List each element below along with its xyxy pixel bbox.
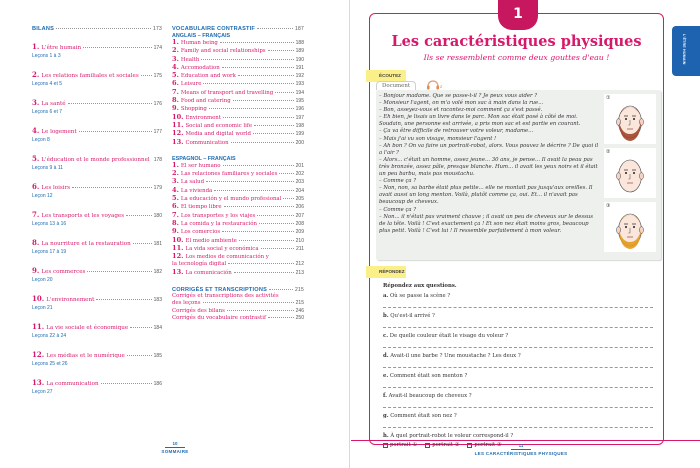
toc-entry[interactable]: 1. L'être humain 174 Leçons 1 à 3 <box>32 42 162 59</box>
lesson-range: Leçons 9 à 11 <box>32 165 64 171</box>
question-item: e. Comment était son menton ? <box>383 373 468 379</box>
toc-entry[interactable]: 9. Les commerces 182 Leçon 20 <box>32 266 162 283</box>
document-tab[interactable]: Document <box>376 81 416 90</box>
dialogue-line: – Comme ça ? <box>379 178 417 185</box>
portrait-robot-1: ① <box>604 94 656 144</box>
dialogue-line: – Bonjour madame. Que se passe-t-il ? Je peux vous aider ? <box>379 93 538 99</box>
portrait-choice-3[interactable]: portrait ③ <box>467 442 501 448</box>
lesson-range: Leçon 20 <box>32 277 53 283</box>
lesson-range: Leçons 4 et 5 <box>32 81 63 87</box>
toc-entry[interactable]: 11. La vie sociale et économique 184 Leçons 22 à 24 <box>32 322 162 339</box>
answer-field[interactable] <box>383 379 653 388</box>
checkbox[interactable] <box>383 443 388 448</box>
lesson-subtitle: Ils se ressemblent comme deux gouttes d'eau ! <box>423 53 610 62</box>
english-vocab-list <box>172 39 304 147</box>
answer-field[interactable] <box>383 299 653 308</box>
lesson-range: Leçons 17 à 19 <box>32 249 67 255</box>
vocab-entry[interactable]: 5. La educación y el mundo profesional 205 <box>172 194 304 203</box>
vocab-entry[interactable]: 9. Los comercios 209 <box>172 227 304 236</box>
vocab-entry[interactable]: 12. Los medios de comunicación y la tecnología digital 212 <box>172 252 304 268</box>
toc-entry[interactable]: 7. Les transports et les voyages 180 Leçons 13 à 16 <box>32 210 162 227</box>
lesson-range: Leçon 8 <box>32 137 50 143</box>
lesson-range: Leçons 13 à 16 <box>32 221 67 227</box>
toc-entry[interactable]: 8. La nourriture et la restauration 181 Leçons 17 à 19 <box>32 238 162 255</box>
vocab-entry[interactable]: 8. Food and catering 195 <box>172 96 304 105</box>
ecoutez-tag: ÉCOUTEZ <box>366 70 406 82</box>
corriges-entry[interactable]: Corrigés et transcriptions des activités <box>172 293 279 300</box>
dialogue-line: – Comme ça ? <box>379 206 417 213</box>
bilans-list <box>32 42 162 395</box>
vocab-entry[interactable]: 13. La comunicación 213 <box>172 267 304 276</box>
dialogue-line: – Alors... c'était un homme, assez jeune... 30 ans, je pense... Il avait la peau pas très bronzée, assez pâle, presque blanche. Hum... il avait les yeux noirs et il était un peu barbu, mais pas moustachu. <box>379 156 598 178</box>
lesson-range: Leçons 1 à 3 <box>32 53 61 59</box>
questions-intro: Répondez aux questions. <box>383 283 457 289</box>
answer-field[interactable] <box>383 419 653 428</box>
toc-heading-corriges[interactable]: CORRIGÉS ET TRANSCRIPTIONS 215 <box>172 287 304 294</box>
vocab-entry[interactable]: 9. Shopping 196 <box>172 104 304 113</box>
answer-field[interactable] <box>383 359 653 368</box>
subheading-spanish: ESPAGNOL – FRANÇAIS <box>172 155 236 162</box>
page-number: 11 <box>518 443 524 448</box>
dialogue-line: – Monsieur l'agent, on m'a volé mon sac à main dans la rue... <box>379 100 544 107</box>
vocab-entry[interactable]: 12. Media and digital world 199 <box>172 129 304 138</box>
toc-entry[interactable]: 6. Les loisirs 179 Leçon 12 <box>32 182 162 199</box>
transcript-box <box>376 90 661 260</box>
question-item: f. Avait-il beaucoup de cheveux ? <box>383 393 472 399</box>
page-number: 10 <box>172 441 178 446</box>
vocab-entry[interactable]: 8. La comida y la restauración 208 <box>172 218 304 227</box>
dialogue-line: – Non, non, sa barbe était plus petite... elle ne montait pas jusqu'aux oreilles. Il avait aussi un long menton. Voilà, plutôt comme ça, oui. Et... il n'avait pas beaucoup de cheveux. <box>379 185 593 206</box>
question-item: b. Qu'est-il arrivé ? <box>383 313 435 319</box>
corriges-entry[interactable]: Corrigés du vocabulaire contrastif 250 <box>172 314 304 321</box>
vocab-entry[interactable]: 2. Family and social relationships 189 <box>172 46 304 55</box>
toc-entry[interactable]: 13. La communication 186 Leçon 27 <box>32 378 162 395</box>
page-footer-left <box>140 441 210 454</box>
toc-column-vocab <box>172 26 304 322</box>
repondez-tag: RÉPONDEZ <box>366 266 406 278</box>
track-number: 2 <box>440 84 443 89</box>
question-item: h. À quel portrait-robot le voleur correspond-il ? <box>383 433 514 439</box>
vocab-entry[interactable]: 10. El medio ambiente 210 <box>172 235 304 244</box>
lesson-range: Leçons 6 et 7 <box>32 109 63 115</box>
vocab-entry[interactable]: 5. Education and work 192 <box>172 71 304 80</box>
lesson-title: Les caractéristiques physiques <box>391 33 642 50</box>
toc-entry[interactable]: 10. L'environnement 183 Leçon 21 <box>32 294 162 311</box>
corriges-list: Corrigés et transcriptions des activités des leçons 215 Corrigés des bilans 246 Corrigés du vocabulaire contrastif 250 <box>172 293 304 321</box>
checkbox[interactable] <box>425 443 430 448</box>
footer-label: SOMMAIRE <box>161 448 189 454</box>
dialogue-line: – Bon, asseyez-vous et racontez-moi comment ça s'est passé. <box>379 107 543 114</box>
vocab-entry[interactable]: 13. Communication 200 <box>172 137 304 146</box>
question-item: a. Où se passe la scène ? <box>383 293 451 299</box>
vocab-entry[interactable]: 6. Leisure 193 <box>172 79 304 88</box>
portrait-robots <box>604 94 656 256</box>
vocab-entry[interactable]: 4. La vivienda 204 <box>172 185 304 194</box>
vocab-entry[interactable]: 3. Health 190 <box>172 54 304 63</box>
portrait-robot-2: ② <box>604 148 656 198</box>
dialogue-line: – Non... il n'était pas vraiment chauve ; il avait un peu de cheveux sur le dessus de la tête. Voilà ! C'est exactement ça ! Et son nez était moins gros, beaucoup plus petit. Voilà ! C'est lui ! Il ressemble parfaitement à mon voleur. <box>379 213 593 234</box>
portrait-choice-2[interactable]: portrait ② <box>425 442 459 448</box>
footer-label: LES CARACTÉRISTIQUES PHYSIQUES <box>474 450 568 456</box>
vocab-entry[interactable]: 10. Environment 197 <box>172 112 304 121</box>
toc-entry[interactable]: 12. Les médias et le numérique 185 Leçons 25 et 26 <box>32 350 162 367</box>
dialogue-transcript <box>379 93 599 235</box>
vocab-entry[interactable]: 11. La vida social y económica 211 <box>172 243 304 252</box>
dialogue-line: – Eh bien, je lisais un livre dans le parc. Mon sac était posé à côté de moi. Soudain, une personne est arrivée, a pris mon sac et est partie en courant. <box>379 114 581 128</box>
answer-field[interactable] <box>383 319 653 328</box>
toc-column-bilans <box>32 26 162 395</box>
page-footer-right <box>461 443 581 456</box>
portrait-choice-1[interactable]: portrait ① <box>383 442 417 448</box>
vocab-entry[interactable]: 7. Los transportes y los viajes 207 <box>172 210 304 219</box>
portrait-robot-3: ③ <box>604 202 656 252</box>
question-item: c. De quelle couleur était le visage du voleur ? <box>383 333 509 339</box>
toc-entry[interactable]: 4. Le logement 177 Leçon 8 <box>32 126 162 143</box>
chapter-number-badge: 1 <box>498 0 538 30</box>
spanish-vocab-list <box>172 162 304 277</box>
face-icon <box>610 98 650 144</box>
corriges-entry[interactable]: Corrigés des bilans 246 <box>172 307 304 314</box>
headphones-icon[interactable] <box>426 80 443 90</box>
toc-entry[interactable]: 2. Les relations familiales et sociales 175 Leçons 4 et 5 <box>32 70 162 87</box>
vocab-entry[interactable]: 1. El ser humano 201 <box>172 160 304 169</box>
subheading-english: ANGLAIS – FRANÇAIS <box>172 33 231 39</box>
dialogue-line: – Ah bon ? On va faire un portrait-robot, alors. Vous pouvez le décrire ? De quoi il a l'air ? <box>379 142 599 156</box>
dialogue-line: – Ça va être difficile de retrouver votre voleur, madame... <box>379 128 534 135</box>
dialogue-line: – Mais j'ai vu son visage, monsieur l'agent ! <box>379 135 497 142</box>
right-page-lesson <box>351 0 700 468</box>
toc-entry[interactable]: 3. La santé 176 Leçons 6 et 7 <box>32 98 162 115</box>
vocab-entry[interactable]: 7. Means of transport and travelling 194 <box>172 87 304 96</box>
lesson-range: Leçons 22 à 24 <box>32 333 67 339</box>
toc-heading-bilans[interactable]: BILANS 173 <box>32 26 162 32</box>
chapter-side-tab[interactable]: L'ÊTRE HUMAIN <box>672 26 700 76</box>
lesson-range: Leçon 12 <box>32 193 53 199</box>
question-item: d. Avait-il une barbe ? Une moustache ? Les deux ? <box>383 353 521 359</box>
vocab-entry[interactable]: 3. La salud 203 <box>172 177 304 186</box>
lesson-range: Leçons 25 et 26 <box>32 361 68 367</box>
vocab-entry[interactable]: 11. Social and economic life 198 <box>172 120 304 129</box>
lesson-range: Leçon 21 <box>32 305 53 311</box>
lesson-range: Leçon 27 <box>32 389 53 395</box>
toc-heading-vocabulaire[interactable]: VOCABULAIRE CONTRASTIF 187 <box>172 26 304 32</box>
answer-field[interactable] <box>383 339 653 348</box>
face-icon <box>610 152 650 198</box>
vocab-entry[interactable]: 1. Human being 188 <box>172 38 304 46</box>
questions-section <box>383 283 653 448</box>
face-icon <box>610 206 650 252</box>
vocab-entry[interactable]: 2. Las relaciones familiares y sociales 202 <box>172 169 304 178</box>
vocab-entry[interactable]: 6. El tiempo libre 206 <box>172 202 304 211</box>
vocab-entry[interactable]: 4. Accomodation 191 <box>172 62 304 71</box>
question-item: g. Comment était son nez ? <box>383 413 457 419</box>
answer-field[interactable] <box>383 399 653 408</box>
toc-entry[interactable]: 5. L'éducation et le monde professionnel 178 Leçons 9 à 11 <box>32 154 163 171</box>
